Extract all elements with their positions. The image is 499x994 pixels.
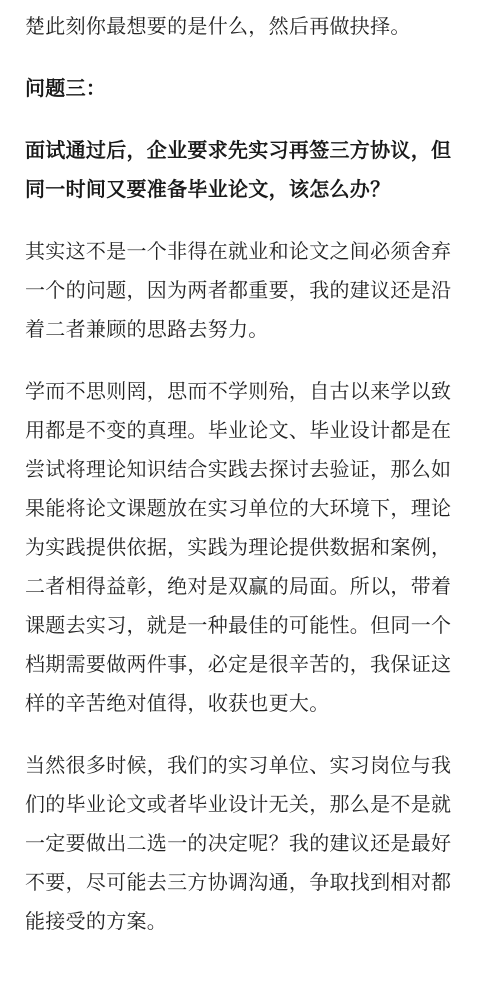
paragraph-line: 二者相得益彰，绝对是双赢的局面。所以，带着: [25, 574, 452, 598]
paragraph-line: 学而不思则罔，思而不学则殆，自古以来学以致: [25, 379, 452, 403]
paragraph-line: 一个的问题，因为两者都重要，我的建议还是沿: [25, 278, 452, 302]
paragraph-line: 为实践提供依据，实践为理论提供数据和案例，: [25, 535, 452, 559]
paragraph-line: 果能将论文课题放在实习单位的大环境下，理论: [25, 496, 452, 520]
paragraph-line: 档期需要做两件事，必定是很辛苦的，我保证这: [25, 652, 452, 676]
paragraph-line: 其实这不是一个非得在就业和论文之间必须舍弃: [25, 239, 452, 263]
paragraph-line: 当然很多时候，我们的实习单位、实习岗位与我: [25, 753, 452, 777]
paragraph-line: 样的辛苦绝对值得，收获也更大。: [25, 691, 330, 715]
paragraph-line: 课题去实习，就是一种最佳的可能性。但同一个: [25, 613, 452, 637]
question-line: 面试通过后，企业要求先实习再签三方协议，但: [25, 138, 452, 162]
question-line: 同一时间又要准备毕业论文，该怎么办？: [25, 177, 391, 201]
paragraph-line: 尝试将理论知识结合实践去探讨去验证，那么如: [25, 457, 452, 481]
question-heading: 问题三：: [25, 76, 107, 100]
paragraph-line: 着二者兼顾的思路去努力。: [25, 317, 269, 341]
paragraph-line: 一定要做出二选一的决定呢？我的建议还是最好: [25, 831, 452, 855]
paragraph-line: 能接受的方案。: [25, 909, 168, 933]
paragraph-line: 用都是不变的真理。毕业论文、毕业设计都是在: [25, 418, 452, 442]
intro-line: 楚此刻你最想要的是什么，然后再做抉择。: [25, 14, 411, 38]
paragraph-line: 不要，尽可能去三方协调沟通，争取找到相对都: [25, 870, 452, 894]
paragraph-line: 们的毕业论文或者毕业设计无关，那么是不是就: [25, 792, 452, 816]
